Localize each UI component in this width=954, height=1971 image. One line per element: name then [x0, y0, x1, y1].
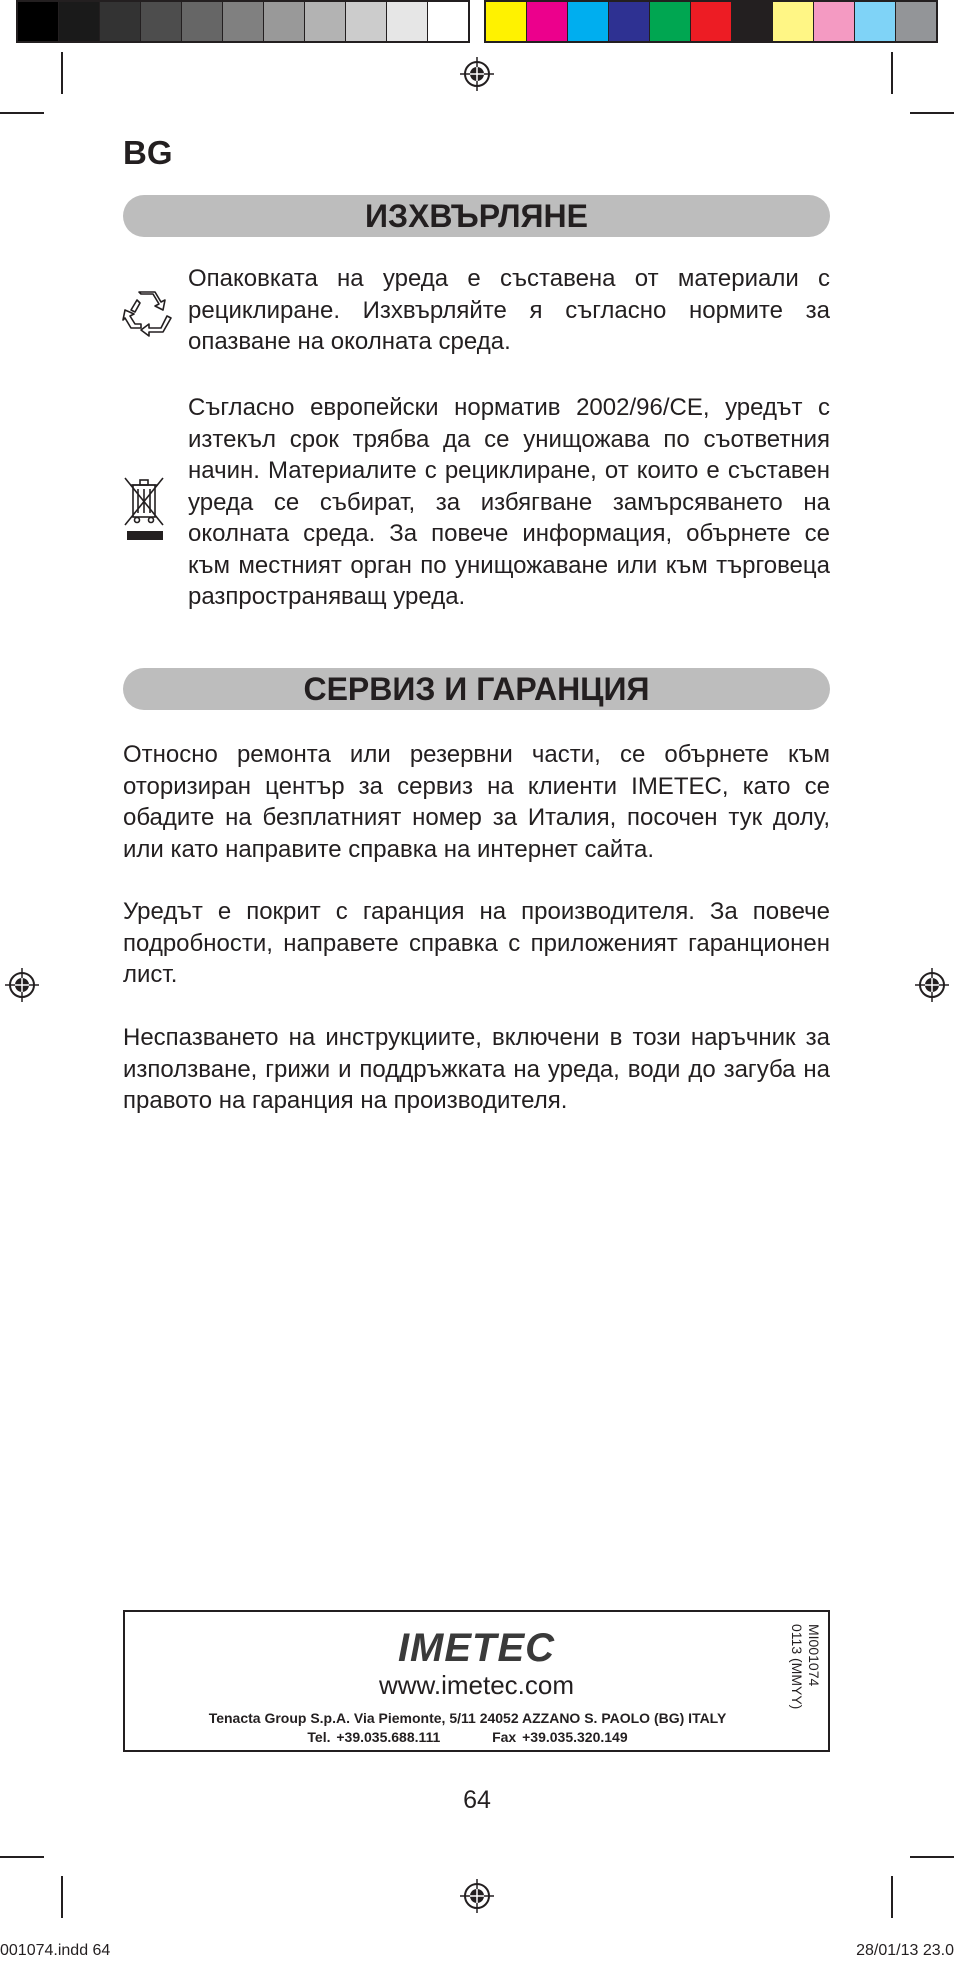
- process-swatch-4: [609, 2, 650, 41]
- process-swatch-1: [486, 2, 527, 41]
- crop-mark: [891, 1876, 893, 1918]
- slug-file-name: 001074.indd 64: [0, 1942, 111, 1959]
- company-address: Tenacta Group S.p.A. Via Piemonte, 5/11 24052 AZZANO S. PAOLO (BG) ITALY: [208, 1710, 727, 1726]
- gray-swatch-6: [223, 2, 264, 41]
- packaging-disposal-text: Опаковката на уреда е съставена от материали с рециклиране. Изхвърляйте я съгласно нормите за опазване на околната среда.: [188, 265, 830, 355]
- document-code-date: 0113 (MMYY): [789, 1624, 805, 1710]
- crop-mark: [0, 112, 44, 114]
- crop-mark: [61, 1876, 63, 1918]
- crop-mark: [61, 52, 63, 94]
- registration-mark-icon: [460, 57, 494, 91]
- gray-swatch-7: [264, 2, 305, 41]
- weee-disposal-text: Съгласно европейски норматив 2002/96/CE, уредът с изтекъл срок трябва да се унищожава по съответния начин. Материалите с рециклиране, от които е съставен уреда се събират, за избягване замърсяването на околната среда. За повече информация, обърнете се към местният орган по унищожаване или към търговеца разпространяващ уреда.: [188, 394, 830, 610]
- fax-number: Fax +39.035.320.149: [492, 1729, 628, 1745]
- grayscale-color-bar: [16, 0, 470, 43]
- document-code: [788, 1624, 822, 1709]
- gray-swatch-11: [428, 2, 468, 41]
- disposal-heading: ИЗХВЪРЛЯНЕ: [123, 195, 830, 237]
- crop-mark: [891, 52, 893, 94]
- process-swatch-11: [896, 2, 936, 41]
- registration-mark-icon: [5, 968, 39, 1002]
- document-code-line: MI001074: [806, 1624, 822, 1687]
- gray-swatch-9: [346, 2, 387, 41]
- process-swatch-10: [855, 2, 896, 41]
- process-swatch-6: [691, 2, 732, 41]
- warranty-paragraph: Уредът е покрит с гаранция на производителя. За повече подробности, направете справка с приложеният гаранционен лист.: [123, 898, 830, 988]
- contact-numbers: [125, 1729, 810, 1745]
- gray-swatch-3: [100, 2, 141, 41]
- registration-mark-icon: [460, 1879, 494, 1913]
- crop-mark: [910, 112, 954, 114]
- gray-swatch-2: [59, 2, 100, 41]
- page-number: 64: [463, 1786, 491, 1814]
- gray-swatch-8: [305, 2, 346, 41]
- language-code: BG: [123, 134, 173, 171]
- process-swatch-2: [527, 2, 568, 41]
- gray-swatch-1: [18, 2, 59, 41]
- process-swatch-8: [773, 2, 814, 41]
- service-paragraph: Относно ремонта или резервни части, се обърнете към оторизиран център за сервиз на клиенти IMETEC, като се обадите на безплатният номер за Италия, посочен тук долу, или като направите справка на интернет сайта.: [123, 741, 830, 863]
- process-swatch-5: [650, 2, 691, 41]
- gray-swatch-5: [182, 2, 223, 41]
- gray-swatch-4: [141, 2, 182, 41]
- slug-date: 28/01/13 23.0: [856, 1942, 954, 1959]
- registration-mark-icon: [915, 968, 949, 1002]
- process-swatch-9: [814, 2, 855, 41]
- process-swatch-7: [732, 2, 773, 41]
- imetec-logo: IMETEC: [397, 1626, 556, 1670]
- warranty-loss-paragraph: Неспазването на инструкциите, включени в този наръчник за използване, грижи и поддръжката на уреда, води до загуба на правото на гаранция на производителя.: [123, 1024, 830, 1114]
- crop-mark: [0, 1856, 44, 1858]
- crop-mark: [910, 1856, 954, 1858]
- manufacturer-info-box: [123, 1610, 830, 1752]
- service-heading: СЕРВИЗ И ГАРАНЦИЯ: [123, 668, 830, 710]
- recycle-icon: [121, 288, 173, 340]
- website-link[interactable]: www.imetec.com: [378, 1670, 575, 1700]
- gray-swatch-10: [387, 2, 428, 41]
- process-color-bar: [484, 0, 938, 43]
- process-swatch-3: [568, 2, 609, 41]
- phone-number: Tel. +39.035.688.111: [307, 1729, 441, 1745]
- crossed-bin-icon: [121, 475, 169, 545]
